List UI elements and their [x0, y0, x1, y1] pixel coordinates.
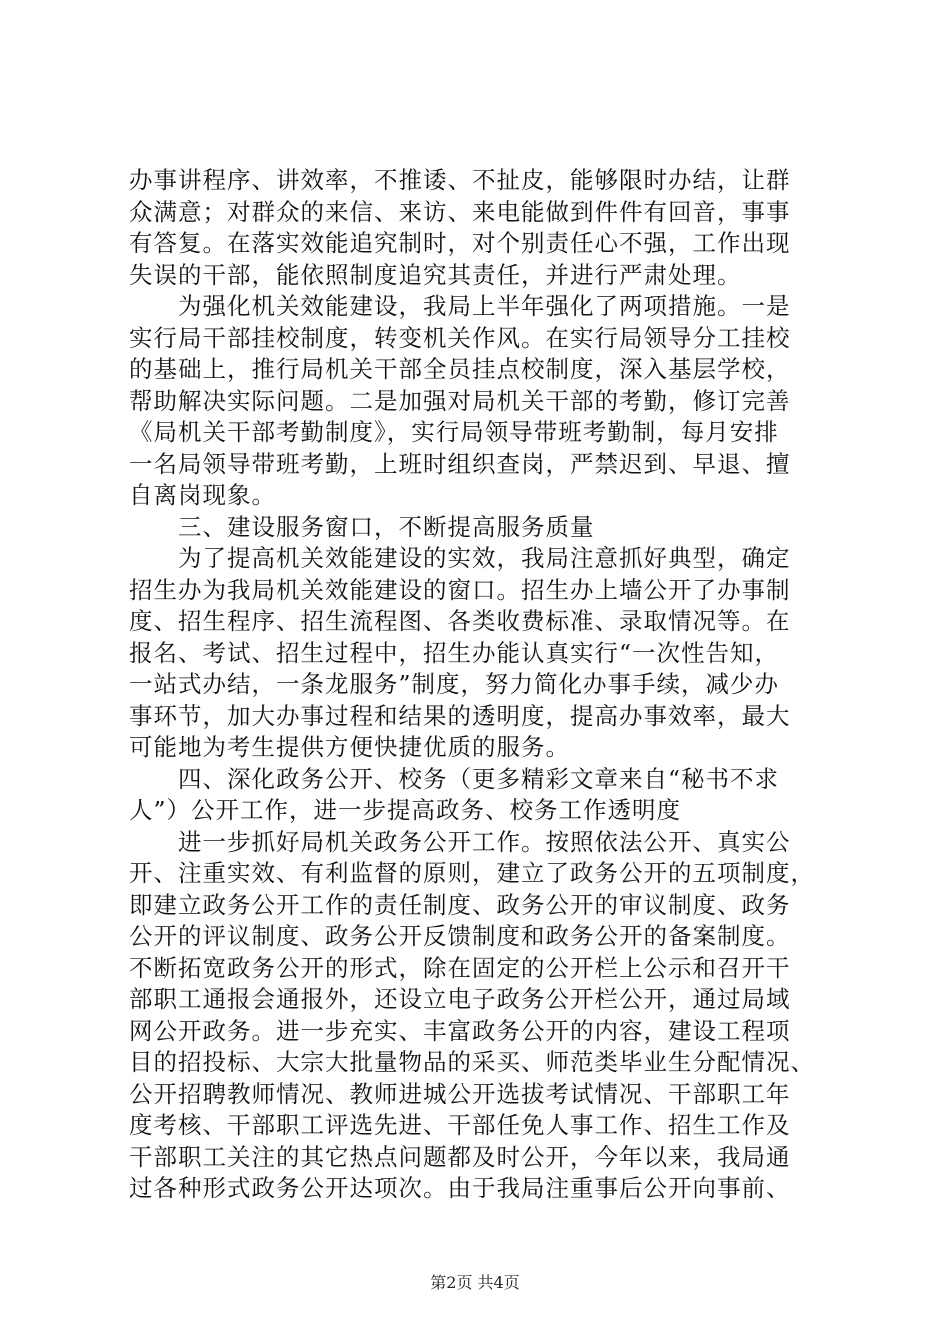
text-line: 办事讲程序、讲效率，不推诿、不扯皮，能够限时办结，让群	[129, 166, 791, 194]
text-line: 干部职工关注的其它热点问题都及时公开，今年以来，我局通	[129, 1142, 791, 1171]
text-line: 人”）公开工作，进一步提高政务、校务工作透明度	[129, 796, 682, 824]
text-line: 部职工通报会通报外，还设立电子政务公开栏公开，通过局域	[129, 985, 791, 1013]
text-line: 三、建设服务窗口，不断提高服务质量	[129, 512, 595, 541]
text-line: 四、深化政务公开、校务（更多精彩文章来自“秘书不求	[129, 764, 780, 793]
text-line: 为强化机关效能建设，我局上半年强化了两项措施。一是	[129, 292, 791, 320]
text-line: 招生办为我局机关效能建设的窗口。招生办上墙公开了办事制	[129, 575, 791, 604]
text-line: 自离岗现象。	[129, 481, 276, 509]
text-line: 即建立政务公开工作的责任制度、政务公开的审议制度、政务	[129, 890, 791, 919]
text-line: 失误的干部，能依照制度追究其责任，并进行严肃处理。	[129, 260, 742, 289]
text-line: 进一步抓好局机关政务公开工作。按照依法公开、真实公	[129, 827, 791, 856]
text-line: 一站式办结，一条龙服务”制度，努力简化办事手续，减少办	[129, 670, 780, 698]
text-line: 为了提高机关效能建设的实效，我局注意抓好典型，确定	[129, 544, 791, 572]
text-line: 网公开政务。进一步充实、丰富政务公开的内容，建设工程项	[129, 1016, 791, 1045]
text-line: 公开招聘教师情况、教师进城公开选拔考试情况、干部职工年	[129, 1079, 791, 1108]
text-line: 《局机关干部考勤制度》，实行局领导带班考勤制，每月安排	[129, 418, 779, 446]
text-line: 一名局领导带班考勤，上班时组织查岗，严禁迟到、早退、擅	[129, 449, 791, 478]
text-line: 帮助解决实际问题。二是加强对局机关干部的考勤，修订完善	[129, 386, 791, 415]
text-line: 度、招生程序、招生流程图、各类收费标准、录取情况等。在	[129, 607, 791, 635]
text-line: 众满意；对群众的来信、来访、来电能做到件件有回音，事事	[129, 197, 791, 226]
text-line: 实行局干部挂校制度，转变机关作风。在实行局领导分工挂校	[129, 323, 791, 352]
text-line: 过各种形式政务公开达项次。由于我局注重事后公开向事前、	[129, 1174, 791, 1202]
text-line: 开、注重实效、有利监督的原则，建立了政务公开的五项制度，	[129, 859, 815, 887]
text-line: 有答复。在落实效能追究制时，对个别责任心不强，工作出现	[129, 229, 791, 257]
text-line: 事环节，加大办事过程和结果的透明度，提高办事效率，最大	[129, 701, 791, 730]
text-line: 可能地为考生提供方便快捷优质的服务。	[129, 733, 570, 761]
text-line: 的基础上，推行局机关干部全员挂点校制度，深入基层学校，	[129, 355, 791, 383]
text-line: 公开的评议制度、政务公开反馈制度和政务公开的备案制度。	[129, 922, 791, 950]
text-line: 不断拓宽政务公开的形式，除在固定的公开栏上公示和召开干	[129, 953, 791, 982]
document-body	[129, 165, 829, 1205]
text-line: 度考核、干部职工评选先进、干部任免人事工作、招生工作及	[129, 1111, 791, 1139]
page-footer: 第2页 共4页	[430, 1273, 520, 1292]
text-line: 报名、考试、招生过程中，招生办能认真实行“一次性告知，	[129, 638, 780, 667]
text-line: 目的招投标、大宗大批量物品的采买、师范类毕业生分配情况、	[129, 1048, 815, 1076]
